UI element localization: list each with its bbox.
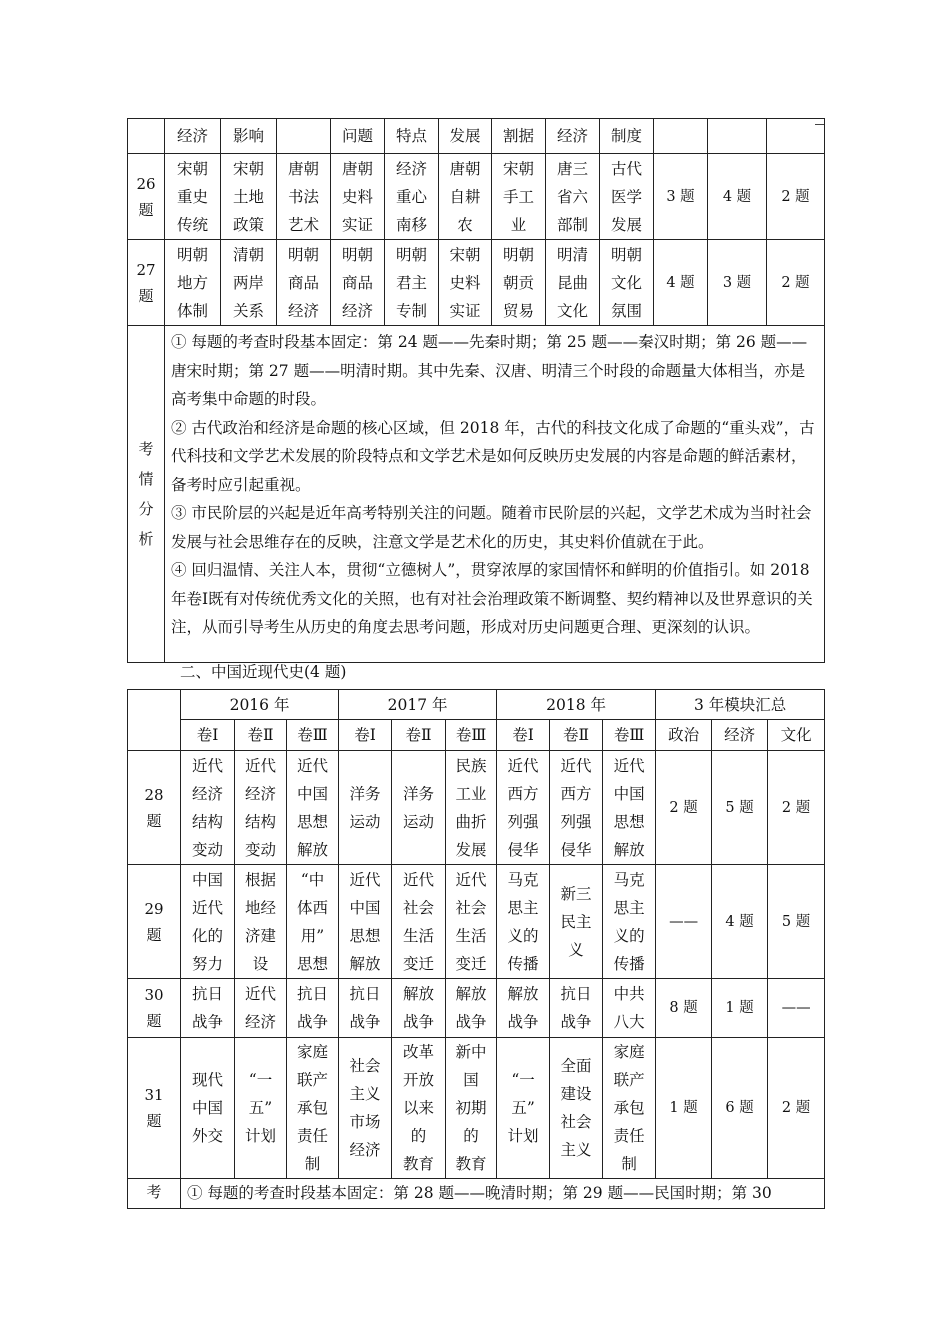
topic-cell: 全面 建设 社会 主义 — [550, 1038, 603, 1179]
row-label: 26 题 — [128, 154, 165, 240]
topic-cell: 近代 西方 列强 侵华 — [497, 751, 550, 865]
topic-cell: 近代 经济 结构 变动 — [181, 751, 235, 865]
topic-cell: “中 体西 用” 思想 — [287, 865, 339, 979]
topic-cell: 解放 战争 — [446, 979, 497, 1038]
module-header: 经济 — [712, 720, 768, 751]
topic-cell: 发展 — [439, 119, 492, 154]
topic-cell: 近代 社会 生活 变迁 — [392, 865, 446, 979]
topic-cell: 明朝 商品 经济 — [277, 240, 331, 326]
topic-cell: 制度 — [600, 119, 654, 154]
topic-cell: 近代 经济 结构 变动 — [235, 751, 287, 865]
topic-cell: 解放 战争 — [497, 979, 550, 1038]
row-label: 31 题 — [128, 1038, 181, 1179]
summary-cell — [654, 119, 708, 154]
year-header: 2016 年 — [181, 690, 339, 720]
topic-cell: 割据 — [492, 119, 546, 154]
analysis-text: ① 每题的考查时段基本固定：第 28 题——晚清时期；第 29 题——民国时期；第 30 — [181, 1179, 825, 1209]
analysis-row — [128, 326, 825, 663]
topic-cell: 家庭 联产 承包 责任 制 — [603, 1038, 656, 1179]
summary-cell: 8 题 — [656, 979, 712, 1038]
paper-header: 卷Ⅰ — [181, 720, 235, 751]
topic-cell: 清朝 两岸 关系 — [221, 240, 277, 326]
ancient-history-table — [127, 118, 825, 663]
summary-cell: 5 题 — [712, 751, 768, 865]
topic-cell: 近代 社会 生活 变迁 — [446, 865, 497, 979]
topic-cell: 家庭 联产 承包 责任 制 — [287, 1038, 339, 1179]
paper-header: 卷Ⅲ — [287, 720, 339, 751]
topic-cell: 社会 主义 市场 经济 — [339, 1038, 392, 1179]
topic-cell: 新三 民主 义 — [550, 865, 603, 979]
topic-cell: 唐朝 自耕 农 — [439, 154, 492, 240]
topic-cell: 唐三 省六 部制 — [546, 154, 600, 240]
topic-cell: 近代 中国 思想 解放 — [339, 865, 392, 979]
topic-cell: 影响 — [221, 119, 277, 154]
topic-cell: 新中 国 初期 的 教育 — [446, 1038, 497, 1179]
paper-header: 卷Ⅲ — [603, 720, 656, 751]
topic-cell: 古代 医学 发展 — [600, 154, 654, 240]
summary-cell: —— — [768, 979, 825, 1038]
table-row — [128, 751, 825, 865]
topic-cell: 经济 — [546, 119, 600, 154]
topic-cell: 宋朝 手工 业 — [492, 154, 546, 240]
year-header: 2017 年 — [339, 690, 497, 720]
summary-cell: —— — [656, 865, 712, 979]
topic-cell: 抗日 战争 — [181, 979, 235, 1038]
summary-cell: 4 题 — [654, 240, 708, 326]
topic-cell: 马克 思主 义的 传播 — [603, 865, 656, 979]
topic-cell: 明清 昆曲 文化 — [546, 240, 600, 326]
topic-cell: 宋朝 重史 传统 — [165, 154, 221, 240]
table-row — [128, 1038, 825, 1179]
summary-cell: 5 题 — [768, 865, 825, 979]
summary-cell: 3 题 — [654, 154, 708, 240]
topic-cell: 近代 经济 — [235, 979, 287, 1038]
topic-cell: 明朝 君主 专制 — [385, 240, 439, 326]
year-header-row — [128, 690, 825, 720]
topic-cell: 宋朝 史料 实证 — [439, 240, 492, 326]
table-row — [128, 865, 825, 979]
topic-cell: 特点 — [385, 119, 439, 154]
topic-cell: 民族 工业 曲折 发展 — [446, 751, 497, 865]
row-label: 29 题 — [128, 865, 181, 979]
summary-header: 3 年模块汇总 — [656, 690, 825, 720]
topic-cell: 经济 重心 南移 — [385, 154, 439, 240]
summary-cell: 2 题 — [767, 240, 825, 326]
topic-cell: 明朝 文化 氛围 — [600, 240, 654, 326]
paper-header: 卷Ⅰ — [497, 720, 550, 751]
topic-cell: 抗日 战争 — [339, 979, 392, 1038]
topic-cell: “一 五” 计划 — [235, 1038, 287, 1179]
row-label — [128, 119, 165, 154]
topic-cell: 马克 思主 义的 传播 — [497, 865, 550, 979]
paper-header: 卷Ⅱ — [235, 720, 287, 751]
summary-cell — [708, 119, 767, 154]
paper-header: 卷Ⅱ — [550, 720, 603, 751]
topic-cell: 明朝 地方 体制 — [165, 240, 221, 326]
topic-cell: 中国 近代 化的 努力 — [181, 865, 235, 979]
topic-cell: 问题 — [331, 119, 385, 154]
topic-cell: 明朝 朝贡 贸易 — [492, 240, 546, 326]
topic-cell: 明朝 商品 经济 — [331, 240, 385, 326]
header-corner — [128, 690, 181, 751]
summary-cell: 3 题 — [708, 240, 767, 326]
table-row — [128, 979, 825, 1038]
topic-cell: 洋务 运动 — [392, 751, 446, 865]
topic-cell: 唐朝 书法 艺术 — [277, 154, 331, 240]
topic-cell: 改革 开放 以来 的 教育 — [392, 1038, 446, 1179]
paper-header: 卷Ⅲ — [446, 720, 497, 751]
year-header: 2018 年 — [497, 690, 656, 720]
topic-cell: 经济 — [165, 119, 221, 154]
summary-cell: 4 题 — [712, 865, 768, 979]
summary-cell: 4 题 — [708, 154, 767, 240]
row-label: 30 题 — [128, 979, 181, 1038]
summary-cell: 1 题 — [656, 1038, 712, 1179]
topic-cell: 洋务 运动 — [339, 751, 392, 865]
topic-cell: 近代 中国 思想 解放 — [603, 751, 656, 865]
analysis-text: ① 每题的考查时段基本固定：第 24 题——先秦时期；第 25 题——秦汉时期；第 26 题——唐宋时期；第 27 题——明清时期。其中先秦、汉唐、明清三个时段的命题量大体相当，亦是高考集中命题的时段。 ② 古代政治和经济是命题的核心区域，但 2018 年，古代的科技文化成了命题的“重头戏”，古代科技和文学艺术发展的阶段特点和文学艺术是如何反映历史发展的内容是命题的鲜活素材，备考时应引起重视。 ③ 市民阶层的兴起是近年高考特别关注的问题。随着市民阶层的兴起，文学艺术成为当时社会发展与社会思维存在的反映，注意文学是艺术化的历史，其史料价值就在于此。 ④ 回归温情、关注人本，贯彻“立德树人”，贯穿浓厚的家国情怀和鲜明的价值指引。如 2018 年卷Ⅰ既有对传统优秀文化的关照，也有对社会治理政策不断调整、契约精神以及世界意识的关注，从而引导考生从历史的角度去思考问题，形成对历史问题更合理、更深刻的认识。 — [165, 326, 825, 663]
module-header: 政治 — [656, 720, 712, 751]
topic-cell: 抗日 战争 — [550, 979, 603, 1038]
topic-cell: 解放 战争 — [392, 979, 446, 1038]
topic-cell — [277, 119, 331, 154]
topic-cell: 宋朝 土地 政策 — [221, 154, 277, 240]
analysis-label: 考 — [128, 1179, 181, 1209]
modern-history-table — [127, 689, 825, 1209]
summary-cell: 2 题 — [767, 154, 825, 240]
row-label: 28 题 — [128, 751, 181, 865]
summary-cell: 1 题 — [712, 979, 768, 1038]
topic-cell: 抗日 战争 — [287, 979, 339, 1038]
topic-cell: 现代 中国 外交 — [181, 1038, 235, 1179]
table-row — [128, 240, 825, 326]
topic-cell: 近代 西方 列强 侵华 — [550, 751, 603, 865]
row-label: 27 题 — [128, 240, 165, 326]
topic-cell: 中共 八大 — [603, 979, 656, 1038]
topic-cell: 根据 地经 济建 设 — [235, 865, 287, 979]
table-row — [128, 119, 825, 154]
paper-header: 卷Ⅰ — [339, 720, 392, 751]
section-heading: 二、中国近现代史(4 题) — [180, 663, 347, 681]
table-row — [128, 154, 825, 240]
paper-header-row — [128, 720, 825, 751]
summary-cell: 2 题 — [656, 751, 712, 865]
topic-cell: 近代 中国 思想 解放 — [287, 751, 339, 865]
summary-cell: 2 题 — [768, 1038, 825, 1179]
topic-cell: “一 五” 计划 — [497, 1038, 550, 1179]
analysis-label: 考 情 分 析 — [128, 326, 165, 663]
paper-header: 卷Ⅱ — [392, 720, 446, 751]
summary-cell — [767, 119, 825, 154]
module-header: 文化 — [768, 720, 825, 751]
summary-cell: 6 题 — [712, 1038, 768, 1179]
analysis-row — [128, 1179, 825, 1209]
topic-cell: 唐朝 史料 实证 — [331, 154, 385, 240]
summary-cell: 2 题 — [768, 751, 825, 865]
